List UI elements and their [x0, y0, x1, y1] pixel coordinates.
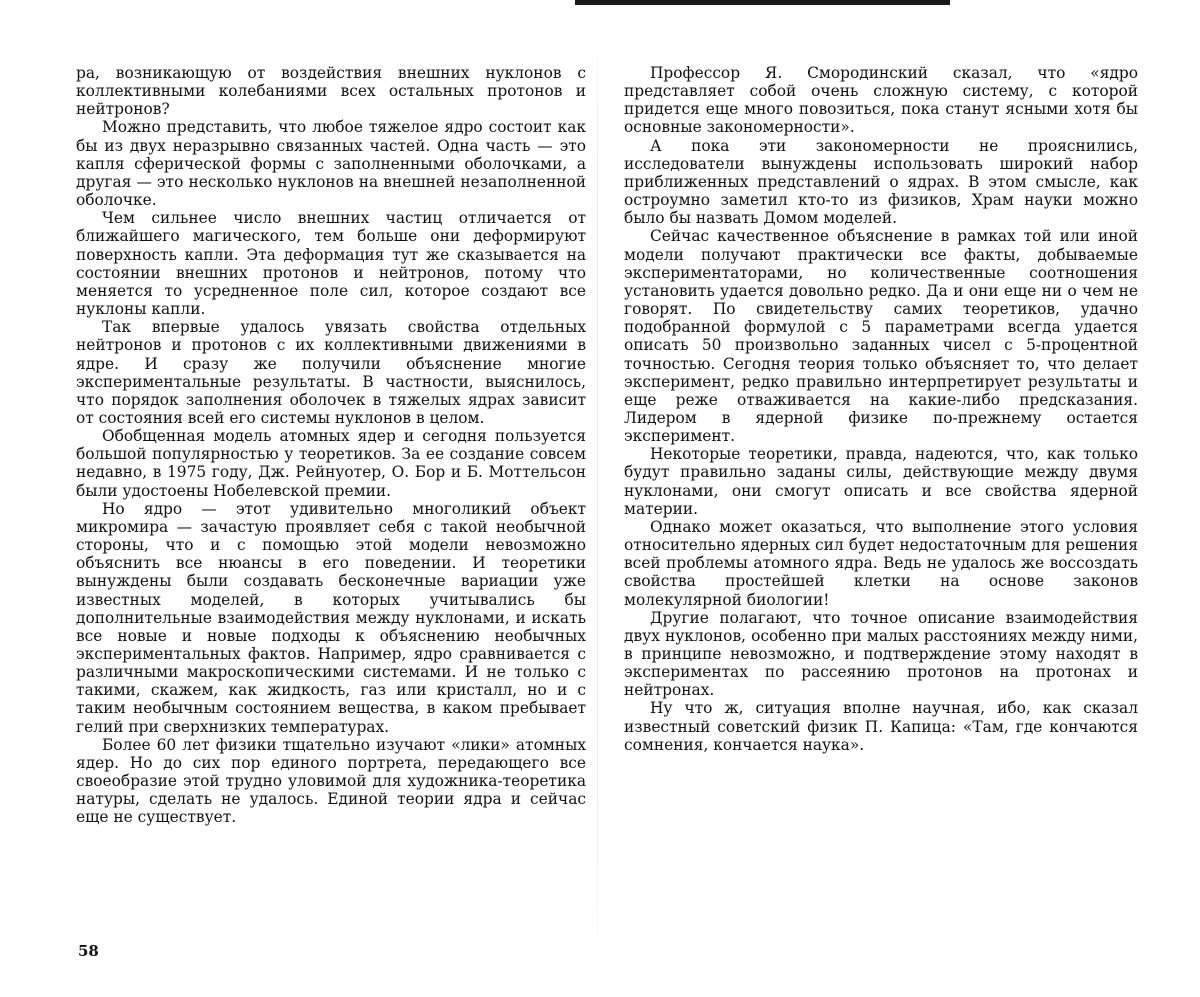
paragraph: Сейчас качественное объяснение в рамках той или иной модели получают практически все факты, добываемые экспериментаторами, но количественные соотношения установить удается довольно редко. Да и они еще ни о чем не говорят. По свидетельству самих теоретиков, удачно подобранной формулой с 5 параметрами всегда удается описать 50 произвольно заданных чисел с 5-процентной точностью. Сегодня теория только объясняет то, что делает эксперимент, редко правильно интерпретирует результаты и еще реже отваживается на какие-либо предсказания. Лидером в ядерной физике по-прежнему остается эксперимент. [624, 227, 1138, 446]
paragraph: Некоторые теоретики, правда, надеются, что, как только будут правильно заданы силы, действующие между двумя нуклонами, они смогут описать и все свойства ядерной материи. [624, 445, 1138, 518]
right-page [624, 64, 1138, 754]
left-page [76, 64, 586, 827]
page-gutter [597, 10, 598, 990]
paragraph: Профессор Я. Смородинский сказал, что «ядро представляет собой очень сложную систему, с которой придется еще много повозиться, пока станут ясными хотя бы основные закономерности». [624, 64, 1138, 137]
paragraph: Ну что ж, ситуация вполне научная, ибо, как сказал известный советский физик П. Капица: «Там, где кончаются сомнения, кончается наука». [624, 699, 1138, 754]
paragraph: ра, возникающую от воздействия внешних нуклонов с коллективными колебаниями всех остальных протонов и нейтронов? [76, 64, 586, 119]
paragraph: Другие полагают, что точное описание взаимодействия двух нуклонов, особенно при малых расстояниях между ними, в принципе невозможно, и подтверждение этому находят в экспериментах по рассеянию протонов на протонах и нейтронах. [624, 608, 1138, 700]
paragraph: Но ядро — этот удивительно многоликий объект микромира — зачастую проявляет себя с такой необычной стороны, что и с помощью этой модели невозможно объяснить все нюансы в его поведении. И теоретики вынуждены были создавать бесконечные вариации уже известных моделей, в которых учитывались бы дополнительные взаимодействия между нуклонами, и искать все новые и новые подходы к объяснению необычных экспериментальных фактов. Например, ядро сравнивается с различными макроскопическими системами. И не только с такими, скажем, как жидкость, газ или кристалл, но и с таким необычным состоянием вещества, в каком пребывает гелий при сверхнизких температурах. [76, 499, 586, 736]
paragraph: Обобщенная модель атомных ядер и сегодня пользуется большой популярностью у теоретиков. За ее создание совсем недавно, в 1975 году, Дж. Рейнуотер, О. Бор и Б. Моттельсон были удостоены Нобелевской премии. [76, 427, 586, 500]
top-edge-rule [575, 0, 950, 5]
page-number: 58 [78, 942, 99, 960]
paragraph: Более 60 лет физики тщательно изучают «лики» атомных ядер. Но до сих пор единого портрета, передающего все своеобразие этой трудно уловимой для художника-теоретика натуры, сделать не удалось. Единой теории ядра и сейчас еще не существует. [76, 735, 586, 827]
paragraph: А пока эти закономерности не прояснились, исследователи вынуждены использовать широкий набор приближенных представлений о ядрах. В этом смысле, как остроумно заметил кто-то из физиков, Храм науки можно было бы назвать Домом моделей. [624, 136, 1138, 228]
paragraph: Можно представить, что любое тяжелое ядро состоит как бы из двух неразрывно связанных частей. Одна часть — это капля сферической формы с заполненными оболочками, а другая — это несколько нуклонов на внешней незаполненной оболочке. [76, 118, 586, 210]
paragraph: Чем сильнее число внешних частиц отличается от ближайшего магического, тем больше они деформируют поверхность капли. Эта деформация тут же сказывается на состоянии внешних протонов и нейтронов, потому что меняется то усредненное поле сил, которое создают все нуклоны капли. [76, 209, 586, 319]
paragraph: Так впервые удалось увязать свойства отдельных нейтронов и протонов с их коллективными движениями в ядре. И сразу же получили объяснение многие экспериментальные результаты. В частности, выяснилось, что порядок заполнения оболочек в тяжелых ядрах зависит от состояния всей его системы нуклонов в целом. [76, 318, 586, 427]
paragraph: Однако может оказаться, что выполнение этого условия относительно ядерных сил будет недостаточным для решения всей проблемы атомного ядра. Ведь не удалось же воссоздать свойства простейшей клетки на основе законов молекулярной биологии! [624, 517, 1138, 609]
